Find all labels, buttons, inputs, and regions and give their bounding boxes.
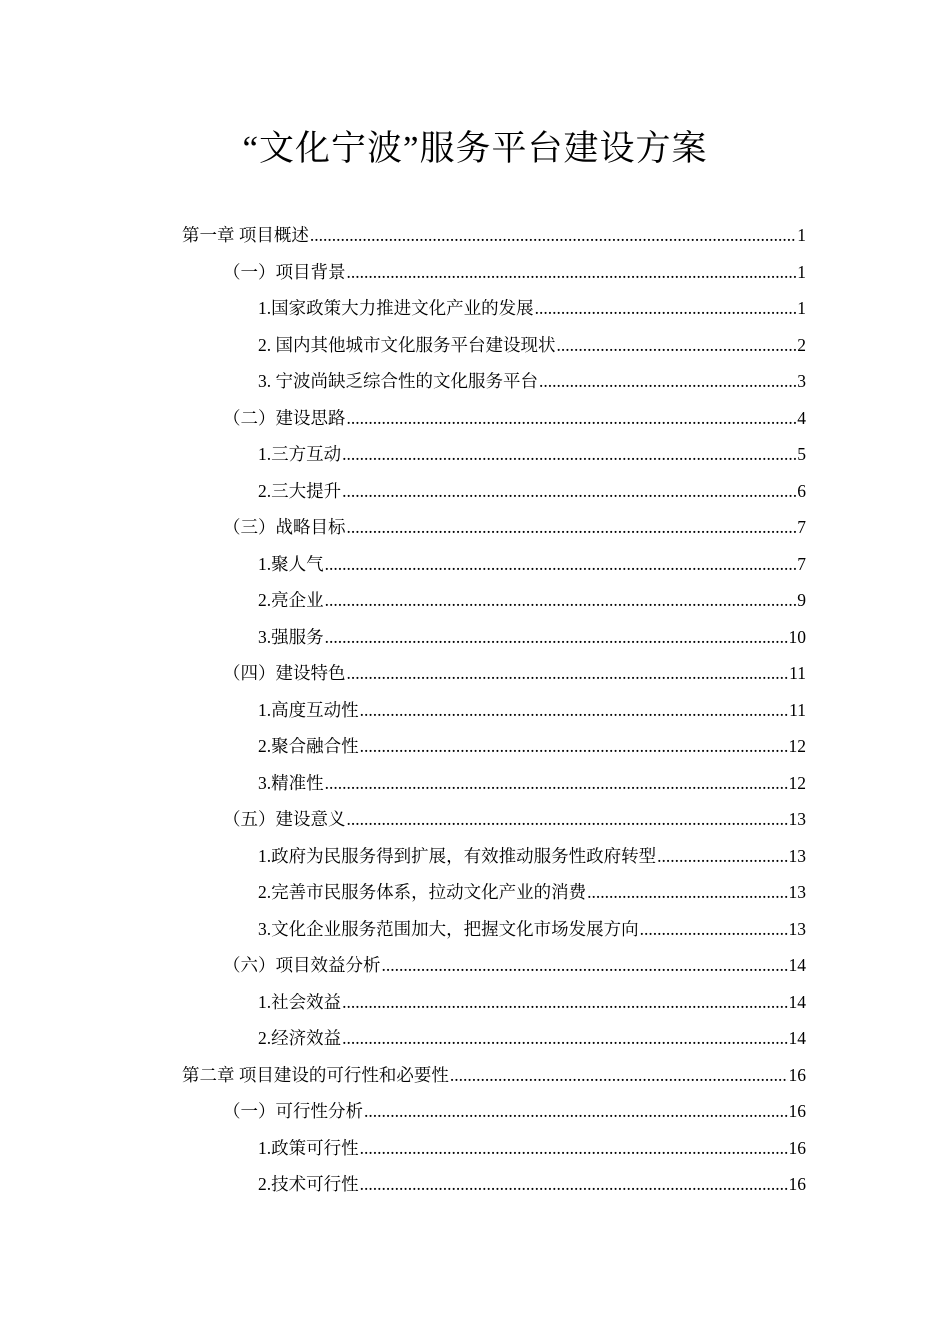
toc-entry[interactable] [258, 1130, 806, 1166]
toc-entry-label: 1.聚人气 [258, 553, 324, 574]
toc-entry-label: 2.技术可行性 [258, 1174, 359, 1194]
toc-entry-label: （四）建设特色 [223, 663, 346, 683]
toc-entry[interactable] [258, 582, 806, 618]
toc-entry-label: 2.聚合融合性 [258, 736, 359, 756]
toc-entry[interactable] [223, 947, 806, 983]
document-title: “文化宁波”服务平台建设方案 [242, 129, 708, 168]
toc-entry-label: 2.三大提升 [258, 480, 342, 501]
toc-entry-page-number: 2 [797, 334, 806, 355]
toc-entry-page-number: 3 [797, 371, 806, 391]
toc-entry[interactable] [223, 400, 806, 436]
toc-dot-leader [557, 327, 797, 363]
toc-entry-page-number: 4 [797, 407, 806, 428]
toc-entry-page-number: 14 [788, 955, 806, 975]
toc-entry-page-number: 7 [797, 517, 806, 537]
toc-entry[interactable] [258, 838, 806, 874]
toc-entry-label: 3.文化企业服务范围加大，把握文化市场发展方向 [258, 918, 639, 939]
toc-dot-leader [347, 509, 797, 545]
toc-dot-leader [325, 765, 788, 801]
toc-entry-label: 第一章 项目概述 [182, 225, 309, 245]
toc-entry-page-number: 1 [797, 298, 806, 318]
toc-entry[interactable] [258, 692, 806, 728]
toc-entry-page-number: 6 [797, 480, 806, 501]
toc-dot-leader [535, 290, 797, 326]
toc-entry-label: （三）战略目标 [223, 517, 346, 537]
toc-entry-page-number: 13 [788, 918, 806, 939]
toc-dot-leader [347, 801, 788, 837]
toc-entry[interactable] [258, 984, 806, 1020]
toc-entry[interactable] [258, 911, 806, 947]
toc-entry-label: 2.经济效益 [258, 1028, 342, 1048]
toc-entry-label: 第二章 项目建设的可行性和必要性 [182, 1064, 449, 1085]
toc-entry[interactable] [223, 509, 806, 545]
toc-entry[interactable] [182, 217, 806, 253]
toc-entry-page-number: 14 [788, 991, 806, 1012]
toc-dot-leader [360, 1130, 788, 1166]
toc-entry[interactable] [258, 1020, 806, 1056]
toc-dot-leader [347, 254, 797, 290]
toc-dot-leader [347, 400, 797, 436]
toc-dot-leader [325, 546, 797, 582]
toc-entry[interactable] [258, 874, 806, 910]
toc-dot-leader [342, 1020, 787, 1056]
toc-entry-page-number: 13 [788, 882, 806, 902]
toc-dot-leader [640, 911, 788, 947]
toc-entry-label: 1.政府为民服务得到扩展，有效推动服务性政府转型 [258, 845, 657, 866]
toc-entry-label: 1.三方互动 [258, 444, 342, 464]
toc-entry[interactable] [258, 363, 806, 399]
toc-dot-leader [657, 838, 787, 874]
toc-entry[interactable] [258, 290, 806, 326]
toc-entry-label: 2.完善市民服务体系，拉动文化产业的消费 [258, 882, 587, 902]
toc-entry-label: 3.强服务 [258, 626, 324, 647]
toc-entry-label: 3. 宁波尚缺乏综合性的文化服务平台 [258, 371, 538, 391]
toc-dot-leader [360, 1166, 788, 1202]
toc-entry-page-number: 16 [788, 1137, 806, 1158]
toc-entry-page-number: 1 [797, 225, 806, 245]
toc-dot-leader [342, 436, 796, 472]
toc-entry-page-number: 1 [797, 261, 806, 282]
toc-entry-label: 3.精准性 [258, 772, 324, 793]
toc-entry-label: （六）项目效益分析 [223, 955, 381, 975]
toc-dot-leader [364, 1093, 788, 1129]
toc-entry-page-number: 16 [788, 1174, 806, 1194]
toc-entry-page-number: 14 [788, 1028, 806, 1048]
toc-entry-page-number: 12 [788, 772, 806, 793]
toc-dot-leader [587, 874, 787, 910]
toc-entry-label: 1.国家政策大力推进文化产业的发展 [258, 298, 534, 318]
toc-entry[interactable] [223, 801, 806, 837]
toc-dot-leader [539, 363, 796, 399]
toc-entry[interactable] [258, 1166, 806, 1202]
toc-entry-label: 1.高度互动性 [258, 699, 359, 720]
toc-entry-label: 2.亮企业 [258, 590, 324, 610]
toc-entry[interactable] [258, 728, 806, 764]
toc-dot-leader [347, 655, 789, 691]
toc-entry[interactable] [223, 1093, 806, 1129]
toc-entry[interactable] [258, 765, 806, 801]
toc-entry-label: 1.政策可行性 [258, 1137, 359, 1158]
toc-dot-leader [325, 582, 797, 618]
toc-entry-label: 1.社会效益 [258, 991, 342, 1012]
toc-entry-page-number: 7 [797, 553, 806, 574]
toc-entry-page-number: 10 [788, 626, 806, 647]
toc-dot-leader [325, 619, 788, 655]
toc-dot-leader [382, 947, 788, 983]
toc-dot-leader [342, 984, 787, 1020]
toc-entry-label: 2. 国内其他城市文化服务平台建设现状 [258, 334, 556, 355]
toc-dot-leader [310, 217, 796, 253]
toc-entry[interactable] [223, 655, 806, 691]
toc-entry[interactable] [258, 327, 806, 363]
toc-entry-page-number: 11 [789, 699, 806, 720]
toc-entry[interactable] [182, 1057, 806, 1093]
toc-entry-page-number: 11 [789, 663, 806, 683]
toc-dot-leader [342, 473, 796, 509]
toc-entry[interactable] [258, 546, 806, 582]
toc-entry-label: （五）建设意义 [223, 809, 346, 829]
toc-entry-page-number: 16 [788, 1101, 806, 1121]
toc-dot-leader [360, 728, 788, 764]
toc-entry-page-number: 9 [797, 590, 806, 610]
toc-entry-page-number: 13 [788, 845, 806, 866]
toc-entry-page-number: 16 [788, 1064, 806, 1085]
toc-entry-label: （一）项目背景 [223, 261, 346, 282]
toc-entry-page-number: 12 [788, 736, 806, 756]
toc-dot-leader [360, 692, 789, 728]
toc-dot-leader [450, 1057, 788, 1093]
toc-entry-label: （一）可行性分析 [223, 1101, 363, 1121]
toc-entry-page-number: 5 [797, 444, 806, 464]
toc-entry[interactable] [258, 619, 806, 655]
toc-entry-label: （二）建设思路 [223, 407, 346, 428]
toc-entry[interactable] [223, 254, 806, 290]
toc-entry[interactable] [258, 436, 806, 472]
toc-entry[interactable] [258, 473, 806, 509]
toc-entry-page-number: 13 [788, 809, 806, 829]
